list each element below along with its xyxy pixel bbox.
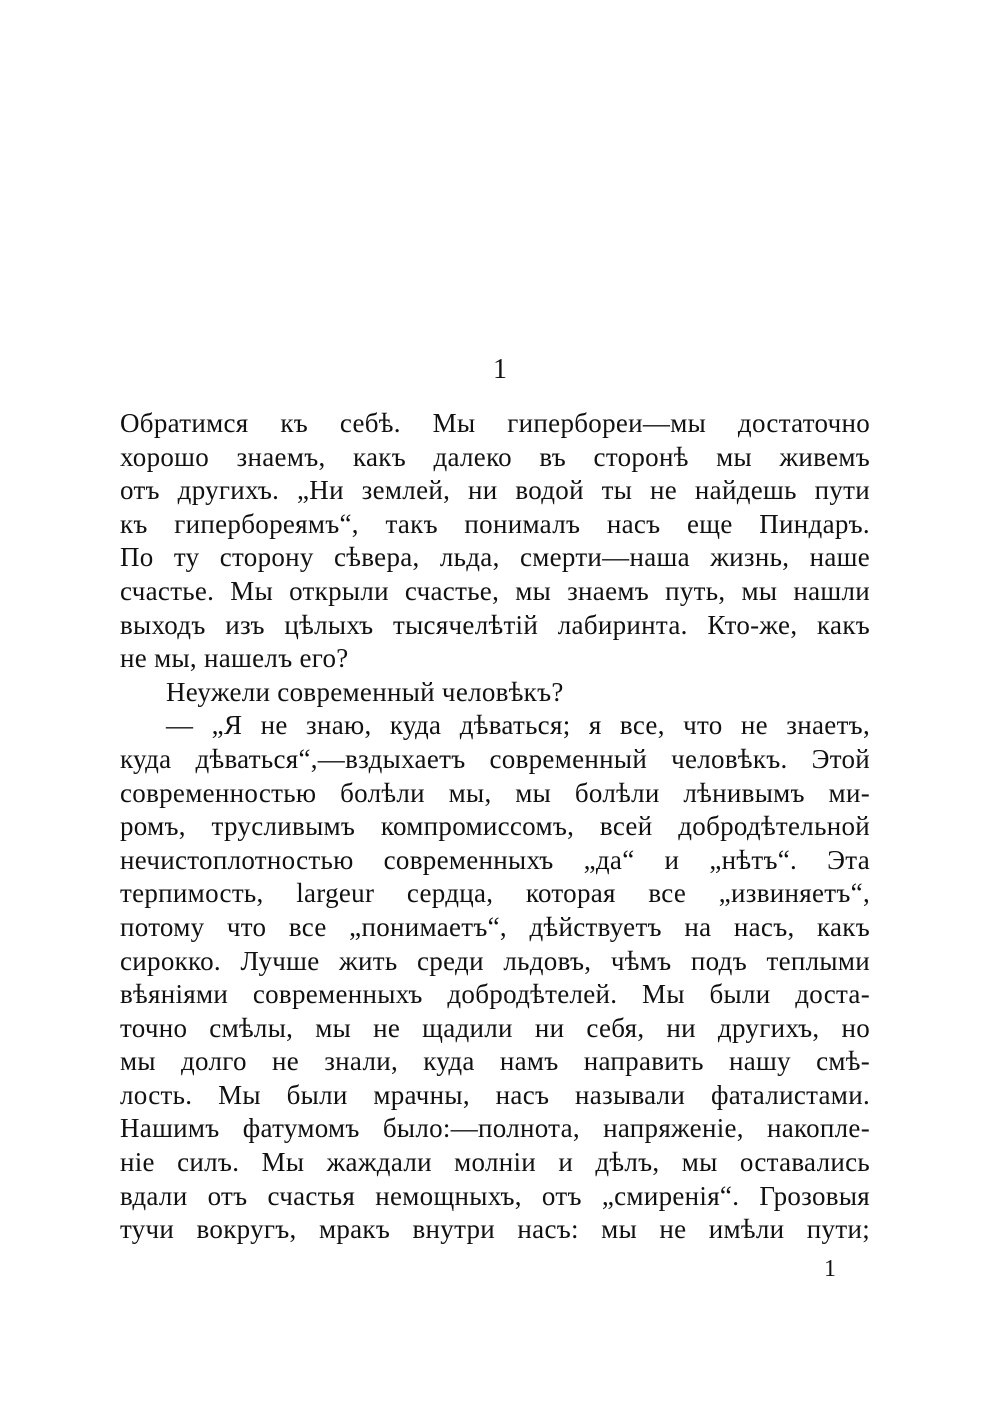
text-line: точно смѣлы, мы не щадили ни себя, ни другихъ, но [120,1012,870,1043]
text-line: сирокко. Лучше жить среди льдовъ, чѣмъ подъ теплыми [120,945,870,976]
text-line: ніе силъ. Мы жаждали молніи и дѣлъ, мы оставались [120,1147,870,1178]
text-line: ромъ, трусливымъ компромиссомъ, всей добродѣтельной [120,811,870,842]
text-line: куда дѣваться“,—вздыхаетъ современный человѣкъ. Этой [120,743,870,774]
text-line: хорошо знаемъ, какъ далеко въ сторонѣ мы живемъ [120,441,870,472]
text-line: По ту сторону сѣвера, льда, смерти—наша жизнь, наше [120,542,870,573]
text-line: лость. Мы были мрачны, насъ называли фаталистами. [120,1079,870,1110]
text-line: вѣяніями современныхъ добродѣтелей. Мы были доста- [120,979,870,1010]
text-line: отъ другихъ. „Ни землей, ни водой ты не найдешь пути [120,475,870,506]
text-line: нечистоплотностью современныхъ „да“ и „нѣтъ“. Эта [120,844,870,875]
text-line: современностью болѣли мы, мы болѣли лѣнивымъ ми- [120,777,870,808]
section-number: 1 [493,354,507,385]
body-text [120,407,870,1247]
text-line: къ гипербореямъ“, такъ понималъ насъ еще Пиндаръ. [120,508,870,539]
text-line: Нашимъ фатумомъ было:—полнота, напряженіе, накопле- [120,1113,870,1144]
text-line: потому что все „понимаетъ“, дѣйствуетъ на насъ, какъ [120,911,870,942]
text-line: тучи вокругъ, мракъ внутри насъ: мы не имѣли пути; [120,1214,870,1245]
text-line: Обратимся къ себѣ. Мы гипербореи—мы достаточно [120,408,870,438]
text-line: терпимость, largeur сердца, которая все „извиняетъ“, [120,878,870,909]
text-line: не мы, нашелъ его? [120,643,349,674]
page-number: 1 [824,1256,836,1282]
text-line: — „Я не знаю, куда дѣваться; я все, что не знаетъ, [166,710,870,741]
text-line: мы долго не знали, куда намъ направить нашу смѣ- [120,1046,870,1077]
text-line: выходъ изъ цѣлыхъ тысячелѣтій лабиринта. Кто-же, какъ [120,609,870,640]
text-line: вдали отъ счастья немощныхъ, отъ „смиренія“. Грозовыя [120,1180,870,1211]
text-line: счастье. Мы открыли счастье, мы знаемъ путь, мы нашли [120,575,870,606]
text-line: Неужели современный человѣкъ? [166,676,564,707]
